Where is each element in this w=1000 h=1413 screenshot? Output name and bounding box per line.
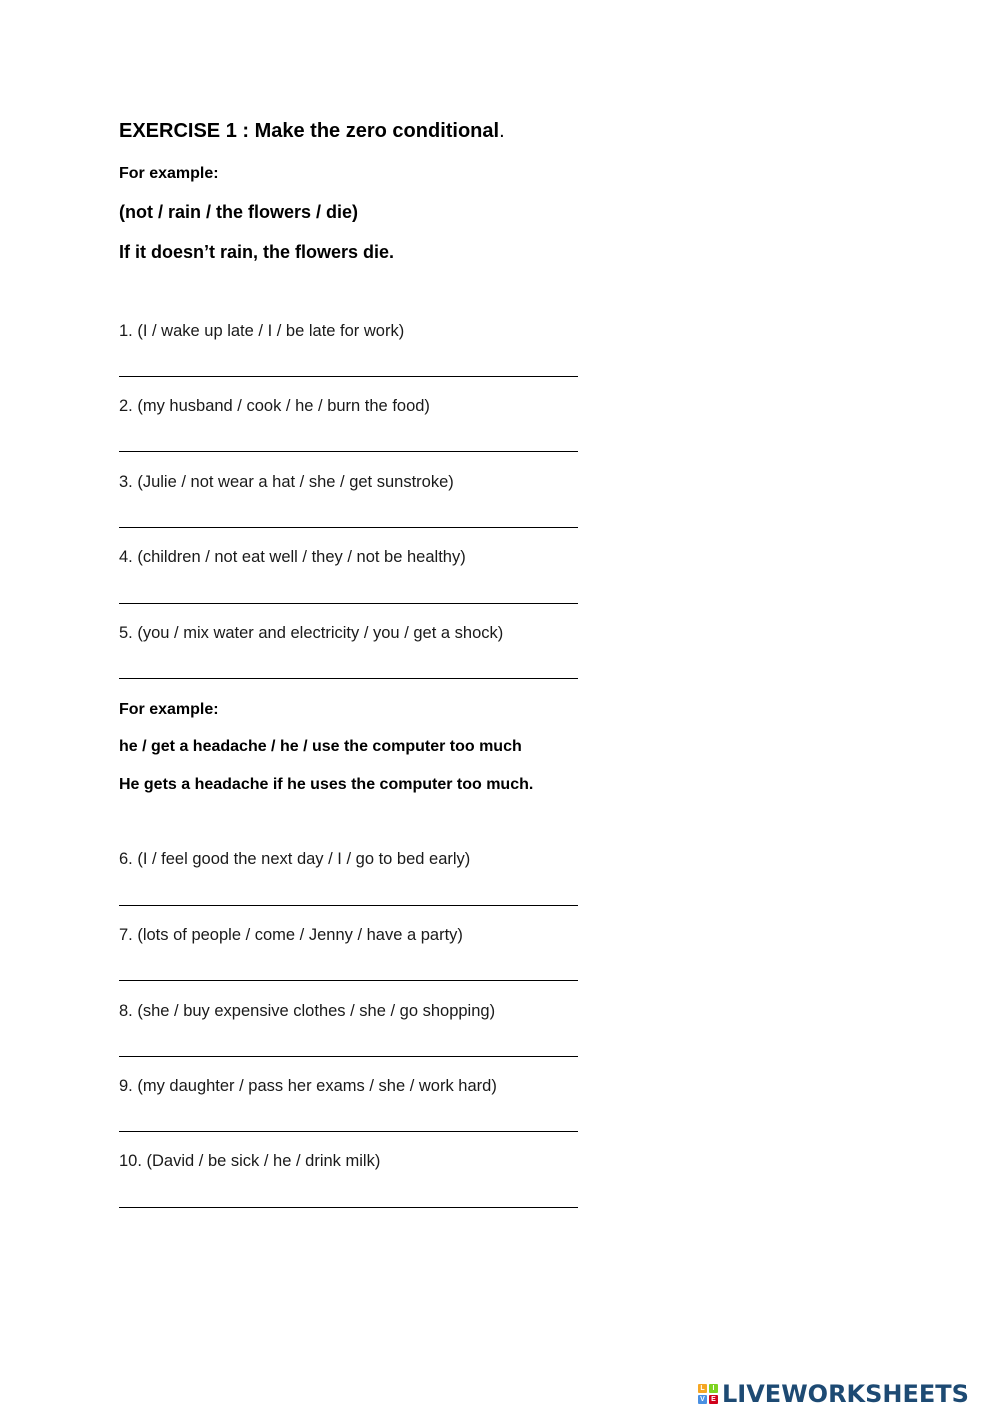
exercise-title-period: . — [499, 120, 505, 142]
answer-line-8[interactable] — [119, 1056, 578, 1057]
answer-line-9[interactable] — [119, 1131, 578, 1132]
answer-line-7[interactable] — [119, 980, 578, 981]
question-4: 4. (children / not eat well / they / not be healthy) — [119, 548, 466, 566]
logo-block-i: I — [709, 1384, 718, 1393]
logo-text: LIVEWORKSHEETS — [722, 1380, 969, 1408]
question-7: 7. (lots of people / come / Jenny / have a party) — [119, 926, 463, 944]
exercise-title-text: EXERCISE 1 : Make the zero conditional — [119, 120, 500, 142]
answer-line-4[interactable] — [119, 603, 578, 604]
question-1: 1. (I / wake up late / I / be late for work) — [119, 322, 405, 340]
answer-line-5[interactable] — [119, 678, 578, 679]
answer-line-6[interactable] — [119, 905, 578, 906]
example-prompt: (not / rain / the flowers / die) — [119, 202, 359, 222]
example-2-answer: He gets a headache if he uses the computer too much. — [119, 776, 534, 793]
answer-line-2[interactable] — [119, 451, 578, 452]
question-10: 10. (David / be sick / he / drink milk) — [119, 1152, 381, 1170]
question-8: 8. (she / buy expensive clothes / she / go shopping) — [119, 1002, 496, 1020]
example-2-prompt: he / get a headache / he / use the computer too much — [119, 738, 522, 755]
question-9: 9. (my daughter / pass her exams / she / work hard) — [119, 1077, 497, 1095]
liveworksheets-logo[interactable] — [698, 1378, 969, 1410]
question-5: 5. (you / mix water and electricity / you / get a shock) — [119, 624, 504, 642]
question-3: 3. (Julie / not wear a hat / she / get sunstroke) — [119, 473, 454, 491]
question-6: 6. (I / feel good the next day / I / go to bed early) — [119, 850, 471, 868]
answer-line-3[interactable] — [119, 527, 578, 528]
example-label: For example: — [119, 165, 219, 182]
example-answer: If it doesn’t rain, the flowers die. — [119, 242, 395, 262]
liveworksheets-blocks-icon — [698, 1384, 718, 1404]
logo-block-e: E — [709, 1395, 718, 1404]
question-2: 2. (my husband / cook / he / burn the food) — [119, 397, 430, 415]
answer-line-10[interactable] — [119, 1207, 578, 1208]
answer-line-1[interactable] — [119, 376, 578, 377]
logo-block-v: V — [698, 1395, 707, 1404]
logo-block-l: L — [698, 1384, 707, 1393]
example-2-label: For example: — [119, 701, 219, 718]
exercise-title — [119, 120, 505, 143]
